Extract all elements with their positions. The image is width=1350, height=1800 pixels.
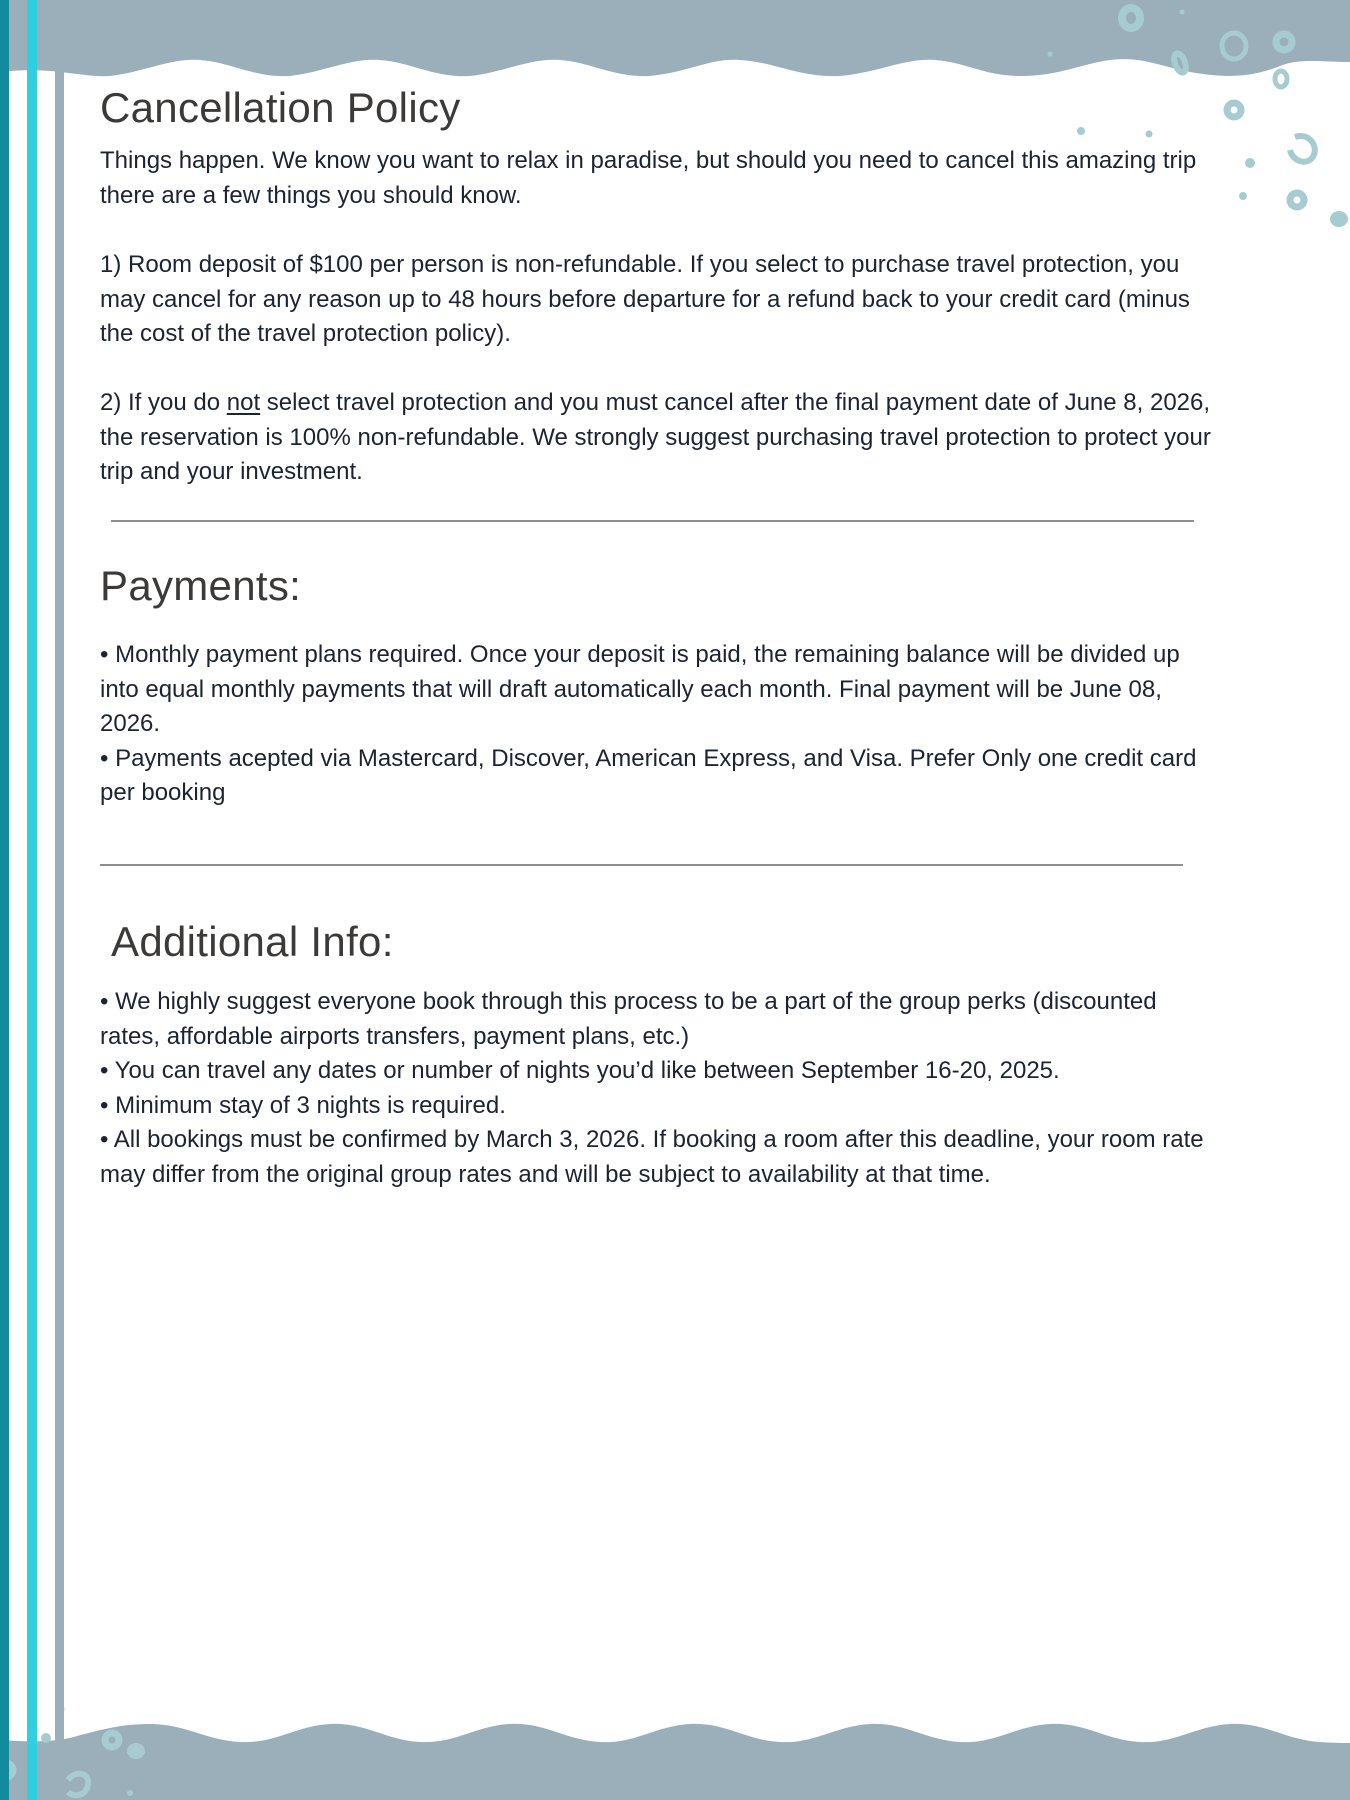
- payments-heading: Payments:: [100, 562, 302, 609]
- cancellation-item-2-text: [100, 386, 1220, 490]
- top-wave-band: [0, 0, 1350, 76]
- side-stripe-dark: [0, 0, 9, 1800]
- cancellation-item-1-text: 1) Room deposit of $100 per person is non-refundable. If you select to purchase travel protection, you may cancel for any reason up to 48 hours before departure for a refund back to your credit card (minus the cost of the travel protection policy).: [100, 251, 1190, 347]
- payments-bullet: • Monthly payment plans required. Once your deposit is paid, the remaining balance will be divided up into equal monthly payments that will draft automatically each month. Final payment will be June 08, 2026.: [100, 641, 1180, 737]
- payments-list: [100, 638, 1220, 811]
- cancellation-intro-text: Things happen. We know you want to relax in paradise, but should you need to cancel this amazing trip there are a few things you should know.: [100, 147, 1197, 209]
- divider-1: [111, 520, 1194, 522]
- item-2-prefix: 2) If you do: [100, 389, 227, 416]
- bottom-wave-band: [0, 1724, 1350, 1800]
- item-2-emphasis: not: [226, 389, 261, 416]
- side-stripe-cyan: [27, 0, 37, 1800]
- additional-info-bullet: • Minimum stay of 3 nights is required.: [100, 1091, 506, 1119]
- side-stripe-gray: [55, 0, 64, 1800]
- item-2-suffix: select travel protection and you must cancel after the final payment date of June 8, 2026, the reservation is 100% non-refundable. We strongly suggest purchasing travel protection to protect your trip and your investment.: [100, 389, 1211, 485]
- cancellation-policy-heading: Cancellation Policy: [100, 84, 461, 131]
- additional-info-list: [100, 985, 1220, 1192]
- additional-info-bullet: • You can travel any dates or number of nights you’d like between September 16-20, 2025.: [100, 1057, 1060, 1084]
- cancellation-item-2: [100, 386, 1220, 490]
- additional-info-heading: Additional Info:: [111, 918, 394, 965]
- additional-info-bullet: • All bookings must be confirmed by March 3, 2026. If booking a room after this deadline, your room rate may differ from the original group rates and will be subject to availability at that time.: [100, 1126, 1204, 1188]
- payments-bullet: • Payments acepted via Mastercard, Discover, American Express, and Visa. Prefer Only one credit card per booking: [100, 744, 1197, 806]
- additional-info-bullet: • We highly suggest everyone book through this process to be a part of the group perks (discounted rates, affordable airports transfers, payment plans, etc.): [100, 988, 1157, 1050]
- cancellation-intro: [100, 144, 1220, 213]
- divider-2: [100, 864, 1183, 866]
- cancellation-item-1: [100, 248, 1220, 352]
